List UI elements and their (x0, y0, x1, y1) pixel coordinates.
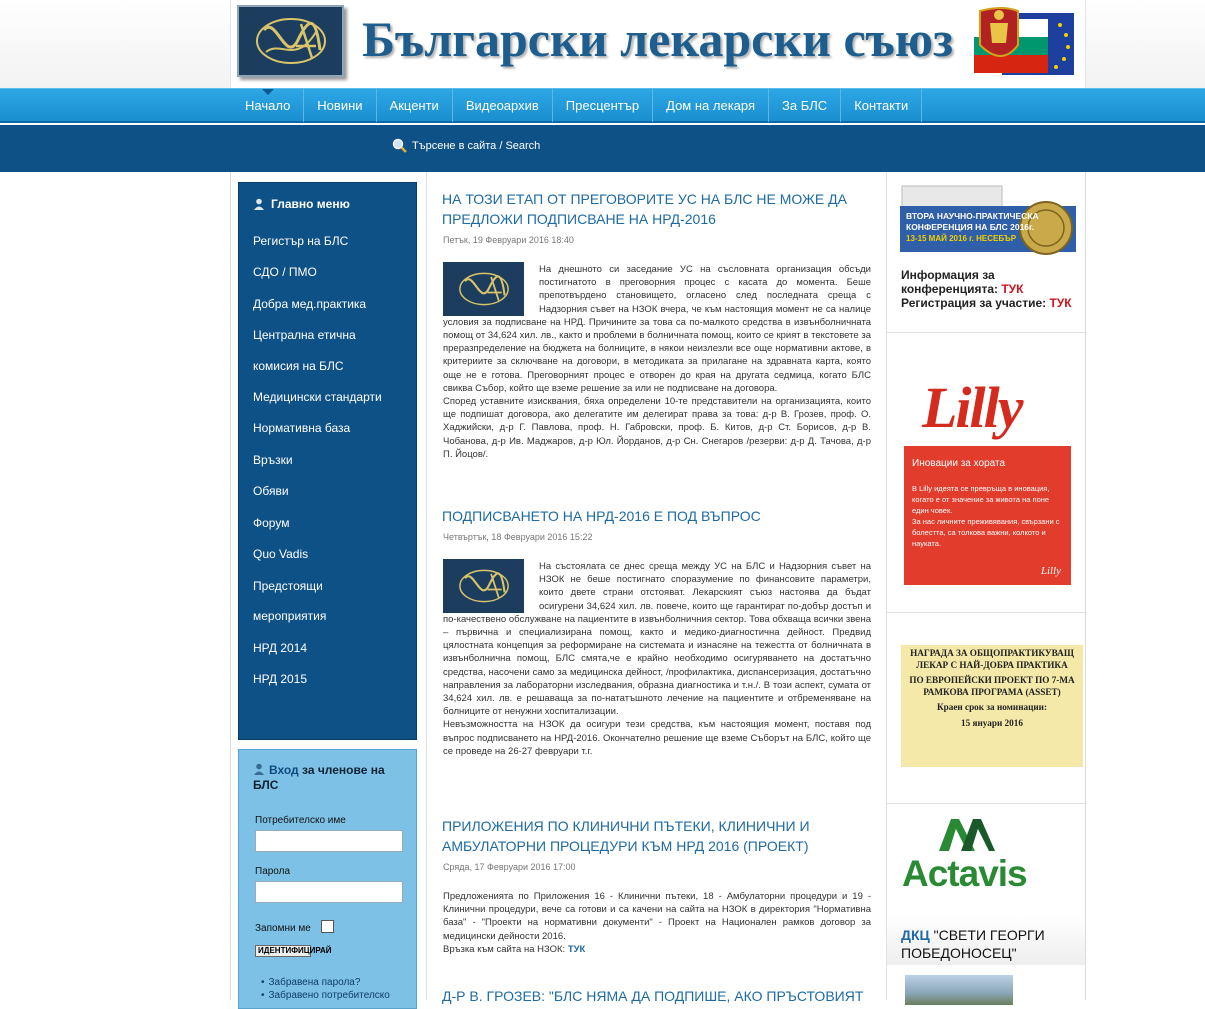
article-title[interactable]: ПРИЛОЖЕНИЯ ПО КЛИНИЧНИ ПЪТЕКИ, КЛИНИЧНИ И АМБУЛАТОРНИ ПРОЦЕДУРИ КЪМ НРД 2016 (ПРОЕКТ) (442, 818, 810, 854)
nav-contacts[interactable]: Контакти (841, 89, 922, 122)
award-banner[interactable] (901, 645, 1083, 767)
article-body: Предложенията по Приложения 16 - Клинични пътеки, 18 - Амбулаторни процедури и 19 - Клинични процедури, вече са готови и са качени на сайта на НЗОК в директория "Нормативна база" - "Проекти на нормативни документи" - Проект на Национален рамков договор за медицински дейности 2016. Връзка към сайта на НЗОК: ТУК (443, 891, 871, 955)
menu-item-ads[interactable]: Обяви (253, 484, 289, 498)
article-title[interactable]: НА ТОЗИ ЕТАП ОТ ПРЕГОВОРИТЕ УС НА БЛС НЕ МОЖЕ ДА ПРЕДЛОЖИ ПОДПИСВАНЕ НА НРД-2016 (442, 191, 847, 227)
main-menu (238, 182, 417, 740)
actavis-logo-icon[interactable] (937, 817, 997, 853)
menu-item-upcoming[interactable]: Предстоящи (253, 579, 323, 593)
conference-info-link[interactable]: ТУК (1001, 282, 1024, 296)
menu-item-good-practice[interactable]: Добра мед.практика (253, 297, 367, 311)
dkc-title[interactable]: ДКЦ "СВЕТИ ГЕОРГИ ПОБЕДОНОСЕЦ" (901, 927, 1045, 961)
dkc-building-photo[interactable] (905, 975, 1013, 1005)
username-label: Потребителско име (255, 815, 346, 826)
search-label[interactable]: Търсене в сайта / Search (412, 140, 541, 152)
password-label: Парола (255, 866, 291, 877)
conference-info: Информация за конференцията: ТУК Регистрация за участие: ТУК (901, 268, 1072, 310)
lilly-ad[interactable] (904, 446, 1071, 585)
nav-highlights[interactable]: Акценти (377, 89, 453, 122)
user-icon (253, 198, 265, 210)
remember-checkbox[interactable] (321, 920, 334, 933)
nav-video-archive[interactable]: Видеоархив (453, 89, 553, 122)
flags-emblem-icon (972, 5, 1076, 77)
login-title: Вход за членове на БЛС (253, 763, 385, 792)
conf-banner-line3: 13-15 МАЙ 2016 г. НЕСЕБЪР (906, 234, 1017, 243)
conf-banner-line1: ВТОРА НАУЧНО-ПРАКТИЧЕСКА (906, 211, 1039, 221)
lilly-logo[interactable]: Lilly (922, 375, 1022, 440)
lilly-signature: Lilly (1040, 565, 1061, 577)
site-search[interactable] (392, 138, 540, 154)
main-navigation (0, 88, 1205, 123)
site-title: Български лекарски съюз (362, 11, 954, 67)
conference-registration-link[interactable]: ТУК (1049, 296, 1072, 310)
article-title[interactable]: ПОДПИСВАНЕТО НА НРД-2016 Е ПОД ВЪПРОС (442, 508, 761, 524)
bls-logo[interactable] (237, 5, 344, 77)
menu-item-quo-vadis[interactable]: Quo Vadis (253, 547, 309, 561)
menu-item-forum[interactable]: Форум (253, 516, 290, 530)
forgot-username-link[interactable]: • Забравено потребителско (261, 990, 390, 1001)
article-date: Сряда, 17 Февруари 2016 17:00 (443, 862, 576, 872)
article-title[interactable]: Д-Р В. ГРОЗЕВ: "БЛС НЯМА ДА ПОДПИШЕ, АКО ПРЪСТОВИЯТ (442, 988, 864, 1004)
award-line2: ПО ЕВРОПЕЙСКИ ПРОЕКТ ПО 7-МА РАМКОВА ПРОГРАМА (ASSET) (909, 675, 1075, 697)
article-date: Четвъртък, 18 Февруари 2016 15:22 (443, 532, 593, 542)
nav-doctors-home[interactable]: Дом на лекаря (653, 89, 769, 122)
menu-item-normative-base[interactable]: Нормативна база (253, 421, 351, 435)
menu-item-register[interactable]: Регистър на БЛС (253, 234, 349, 248)
nav-home[interactable]: Начало (232, 89, 304, 122)
forgot-password-link[interactable]: • Забравена парола? (261, 977, 360, 988)
divider (887, 612, 1085, 613)
menu-item-ethics-commission[interactable]: Централна етична (253, 328, 356, 342)
menu-item-sdo-pmo[interactable]: СДО / ПМО (253, 265, 317, 279)
divider (887, 332, 1085, 333)
column-divider (426, 172, 427, 1000)
column-divider (886, 172, 887, 1000)
lilly-text-1: В Lilly идеята се превръща в иновация, когато е от значение за живота на поне един човек. (912, 484, 1050, 515)
menu-item-upcoming-2[interactable]: мероприятия (253, 609, 327, 623)
menu-item-nrd-2014[interactable]: НРД 2014 (253, 641, 308, 655)
menu-item-links[interactable]: Връзки (253, 453, 293, 467)
bls-monogram-icon (246, 10, 336, 72)
divider (887, 803, 1085, 804)
article-body: На състоялата се днес среща между УС на БЛС и Надзорния съвет на НЗОК не беше постигнато споразумение по финансовите параметри, които двете страни отстояват. Лекарският съюз настоява да бъдат осигурени 34,624 хил. лв. повече, които ще гарантират по-добър достъп и по-качествено обслужване на пациентите в извънболничния сектор. Това обхваща всички звена – първична и специализирана помощ, както и медико-диагностична дейност. Предвид цялостната концепция за реформиране на системата и изнасяне на тежестта от болничната в извънболнична помощ, БЛС смята,че е крайно необходимо осигуряването на достатъчно средства, насочени само за медицинска дейност, /профилактика, диспансеризация, достатъчно направления за лабораторни изследвания, образна диагностика и т.н./. В този аспект, сумата от 34,624 хил. лв. е решаваща за по-нататъшното лечение на пациентите и отбременяване на болниците от ненужни хоспитализации. Невъзможността на НЗОК да осигури тези средства, към настоящия момент, поставя под въпрос подписването на НРД-2016. Окончателно решение ще вземе Съборът на БЛС, който ще се проведе на 26-27 февруари т.г. (443, 561, 871, 757)
article-date: Петък, 19 Февруари 2016 18:40 (443, 235, 574, 245)
conf-banner-line2: КОНФЕРЕНЦИЯ НА БЛС 2016г. (906, 222, 1035, 232)
conference-banner[interactable] (900, 186, 1076, 264)
menu-item-medical-standards[interactable]: Медицински стандарти (253, 390, 382, 404)
award-line3: Краен срок за номинации: (936, 702, 1048, 712)
menu-item-ethics-commission-2[interactable]: комисия на БЛС (253, 359, 344, 373)
login-button[interactable]: ИДЕНТИФИЦИРАЙ (255, 945, 311, 957)
login-link[interactable]: Вход (269, 763, 299, 777)
actavis-logo[interactable]: Actavis (902, 853, 1027, 894)
lilly-text-2: За нас личните преживявания, свързани с болестта, са толкова важни, колкото и науката. (912, 517, 1060, 548)
main-menu-title: Главно меню (253, 197, 350, 211)
nzok-link[interactable]: ТУК (567, 943, 586, 955)
user-icon (253, 763, 265, 775)
search-bar (0, 125, 1205, 172)
search-icon (392, 138, 408, 154)
password-input[interactable] (255, 881, 403, 903)
nav-about[interactable]: За БЛС (769, 89, 841, 122)
article-body: На днешното си заседание УС на съсловната организация обсъди постигнатото в преговорния процес с касата до момента. Беше препотвърдено становището, огласено след последната среща с Надзорния съвет на НЗОК вчера, че към настоящия момент не са налице условия за подписване на НРД. Причините за това са по-малкото средства в извънболничната помощ от 34,624 хил. лв., както и проблеми в болничната помощ, които се крият в текстовете за преразпределение на бюджета на болниците, в някои неизлезли все още нормативни актове, в критериите за сключване на договори, в методиката за прилагане на здравната карта, която още не е готова. Преговорният процес е отворен до края на другата седмица, когато БЛС свиква Събор, който ще вземе решение за или не подписване на договора. Според уставните изисквания, бяха определени 10-те представители на организацията, които ще подпишат договора, ако делегатите им делегират права за това: д-р В. Грозев, проф. О. Хаджийски, д-р Г. Павлова, проф. Н. Габровски, проф. Б. Китов, д-р Ст. Борисов, д-р В. Чобанова, д-р Ив. Маджаров, д-р Юл. Йорданов, д-р Сн. Снегаров /резерви: д-р Д. Тачова, д-р П. Йоцов/. (443, 264, 871, 460)
remember-label: Запомни ме (255, 923, 311, 934)
menu-item-nrd-2015[interactable]: НРД 2015 (253, 672, 308, 686)
username-input[interactable] (255, 830, 403, 852)
award-line4: 15 януари 2016 (961, 717, 1023, 728)
lilly-heading: Иновации за хората (912, 458, 1006, 469)
award-line1: НАГРАДА ЗА ОБЩОПРАКТИКУВАЩ ЛЕКАР С НАЙ-ДОБРА ПРАКТИКА (910, 648, 1074, 670)
login-box (238, 749, 417, 1009)
nav-press-center[interactable]: Пресцентър (553, 89, 653, 122)
nav-news[interactable]: Новини (304, 89, 376, 122)
